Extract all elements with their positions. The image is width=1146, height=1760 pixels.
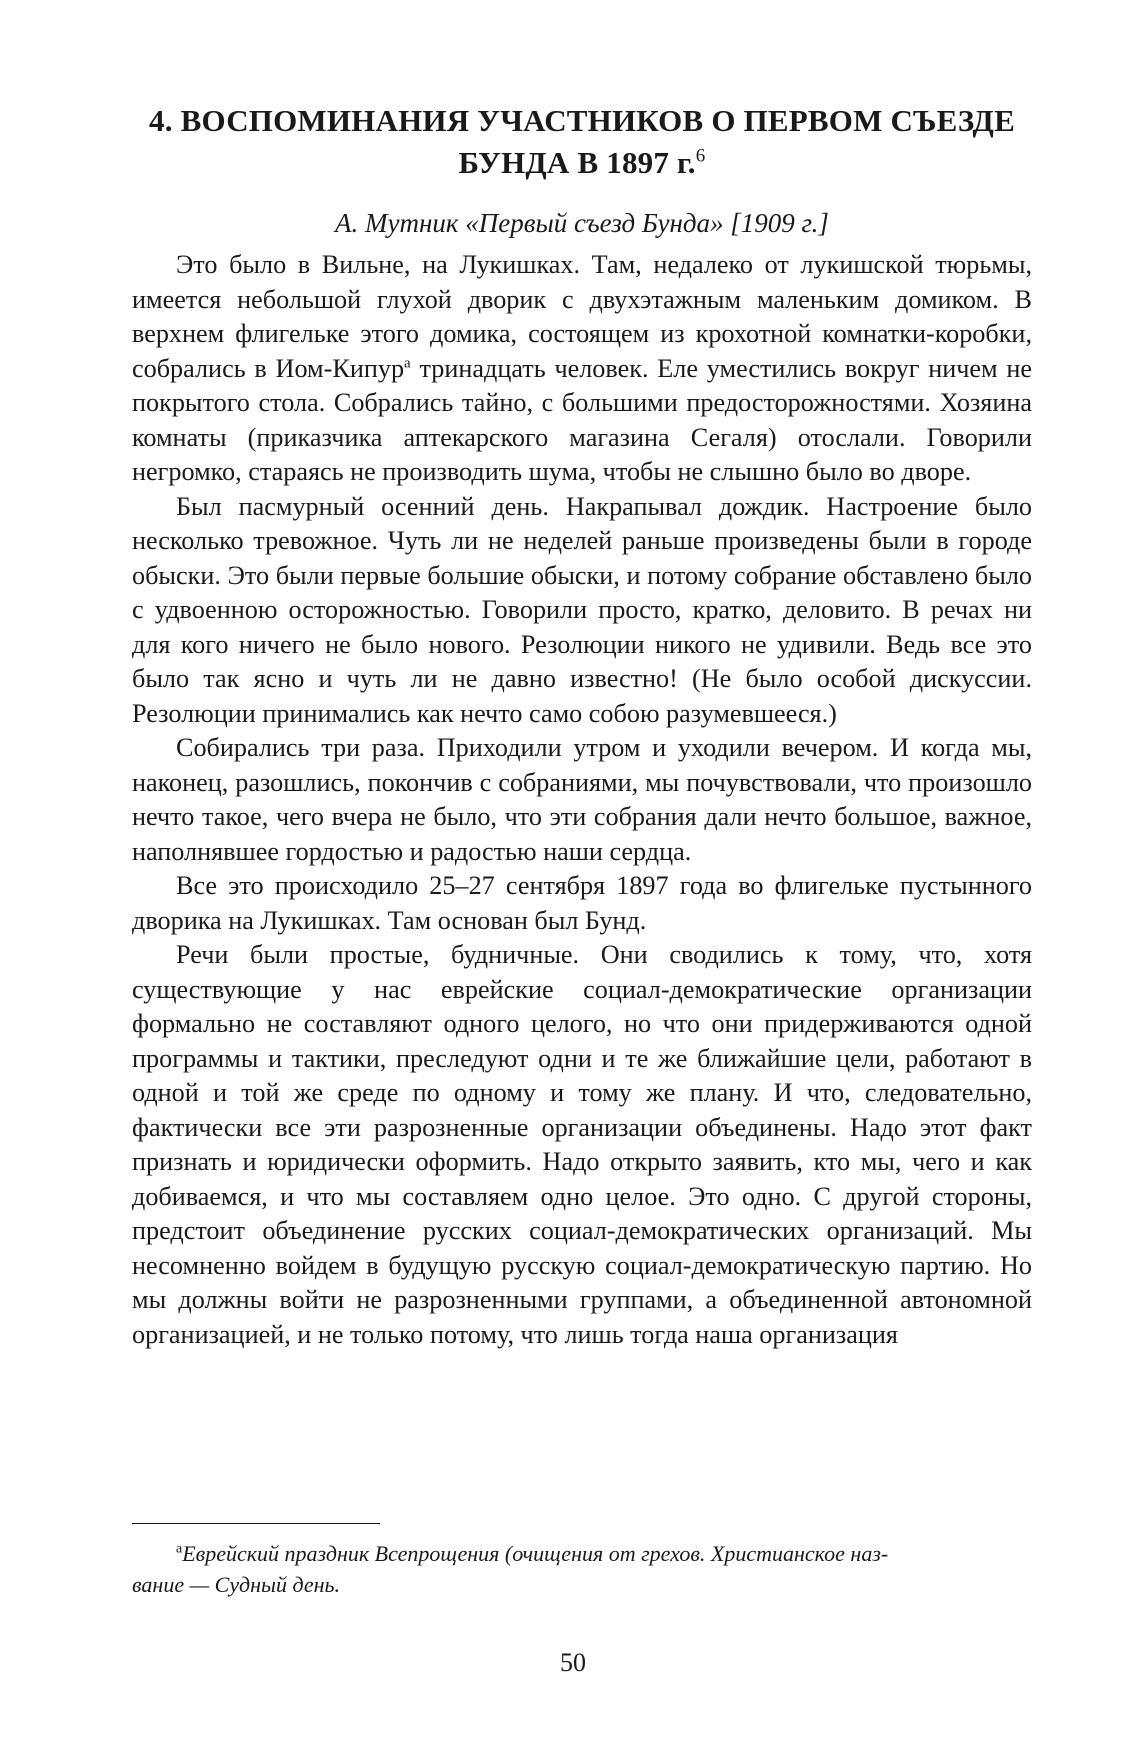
- chapter-heading: [132, 100, 1032, 184]
- page-content: [132, 100, 1032, 1352]
- footnote-divider: [132, 1523, 380, 1524]
- footnote-line-1: [132, 1538, 1032, 1569]
- paragraph-1: [132, 248, 1032, 490]
- footnote-line-1-text: Еврейский праздник Всепрощения (очищения от грехов. Христианское наз-: [182, 1541, 889, 1566]
- footnote-line-2: вание — Судный день.: [132, 1572, 341, 1597]
- footnote-reference: а: [404, 354, 411, 371]
- heading-note-reference: 6: [695, 145, 706, 167]
- paragraph-5: Речи были простые, будничные. Они сводились к тому, что, хотя существующие у нас еврейские социал-демократические организации формально не составляют одного целого, но что они придерживаются одной программы и тактики, преследуют одни и те же ближайшие цели, работают в одной и той же среде по одному и тому же плану. И что, следовательно, фактически все эти разрозненные организации объединены. Надо этот факт признать и юридически оформить. Надо открыто заявить, кто мы, чего и как добиваемся, и что мы составляем одно целое. Это одно. С другой стороны, предстоит объединение русских социал-демократических организаций. Мы несомненно войдем в будущую русскую социал-демократическую партию. Но мы должны войти не разрозненными группами, а объединенной автономной организацией, и не только потому, что лишь тогда наша организация: [132, 940, 1032, 1349]
- paragraph-3: Собирались три раза. Приходили утром и уходили вечером. И когда мы, наконец, разошлись, покончив с собраниями, мы почувствовали, что произошло нечто такое, чего вчера не было, что эти собрания дали нечто большое, важное, наполнявшее гордостью и радостью наши сердца.: [132, 733, 1032, 866]
- paragraph-2: Был пасмурный осенний день. Накрапывал дождик. Настроение было несколько тревожное. Чуть ли не неделей раньше произведены были в городе обыски. Это были первые большие обыски, и потому собрание обставлено было с удвоенною осторожностью. Говорили просто, кратко, деловито. В речах ни для кого ничего не было нового. Резолюции никого не удивили. Ведь все это было так ясно и чуть ли не давно известно! (Не было особой дискуссии. Резолюции принимались как нечто само собою разумевшееся.): [132, 491, 1032, 728]
- footnote: [132, 1538, 1032, 1600]
- page-number: 50: [560, 1648, 586, 1677]
- footnote-marker: а: [176, 1541, 183, 1557]
- chapter-heading-line-2: БУНДА В 1897 г.: [458, 145, 696, 180]
- main-text: [132, 248, 1032, 1352]
- chapter-heading-line-1: 4. ВОСПОМИНАНИЯ УЧАСТНИКОВ О ПЕРВОМ СЪЕЗДЕ: [149, 103, 1015, 138]
- paragraph-1-text-before-ref: Это было в Вильне, на Лукишках. Там, недалеко от лукишской тюрьмы, имеется небольшой глухой дворик с двухэтажным маленьким домиком. В верхнем флигельке этого домика, состоящем из крохотной комнатки-коробки, собрались в Иом-Кипур: [132, 250, 1032, 383]
- paragraph-4: Все это происходило 25–27 сентября 1897 года во флигельке пустынного дворика на Лукишках. Там основан был Бунд.: [132, 871, 1032, 935]
- paragraph-1-text-after-ref: тринадцать человек. Еле уместились вокруг ничем не покрытого стола. Собрались тайно, с большими предосторожностями. Хозяина комнаты (приказчика аптекарского магазина Сегаля) отослали. Говорили негромко, стараясь не производить шума, чтобы не слышно было во дворе.: [132, 353, 1033, 486]
- source-byline: А. Мутник «Первый съезд Бунда» [1909 г.]: [335, 208, 829, 238]
